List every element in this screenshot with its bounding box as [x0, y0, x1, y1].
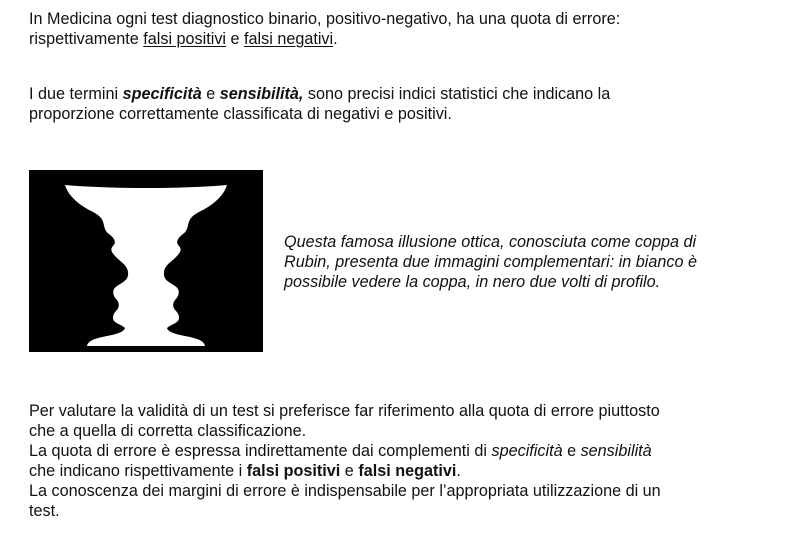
validity-line-2: che a quella di corretta classificazione. [29, 422, 307, 440]
intro-line-2-prefix: rispettivamente [29, 30, 144, 48]
validity-line-4-mid: e [340, 462, 359, 480]
terms-text-1: I due termini [29, 85, 123, 103]
validity-falsi-negativi: falsi negativi [358, 462, 457, 480]
validity-line-3-mid: e [562, 442, 581, 460]
validity-line-4-end: . [456, 462, 461, 480]
validity-sensibilita: sensibilità [580, 442, 652, 460]
validity-line-1: Per valutare la validità di un test si preferisce far riferimento alla quota di errore piuttosto [29, 402, 660, 420]
caption-line-3: possibile vedere la coppa, in nero due volti di profilo. [284, 273, 661, 291]
falsi-negativi-link: falsi negativi [244, 30, 334, 48]
intro-paragraph [29, 9, 779, 49]
validity-paragraph [29, 401, 779, 521]
falsi-positivi-link: falsi positivi [143, 30, 227, 48]
rubin-vase-image [29, 170, 263, 352]
validity-specificita: specificità [491, 442, 563, 460]
caption-line-2: Rubin, presenta due immagini complementari: in bianco è [284, 253, 698, 271]
validity-falsi-positivi: falsi positivi [246, 462, 341, 480]
intro-end: . [333, 30, 338, 48]
caption-line-1: Questa famosa illusione ottica, conosciuta come coppa di [284, 233, 697, 251]
figure-caption [284, 232, 784, 292]
validity-line-3-pre: La quota di errore è espressa indirettamente dai complementi di [29, 442, 492, 460]
validity-line-4-pre: che indicano rispettivamente i [29, 462, 247, 480]
rubin-vase-illustration [29, 170, 263, 352]
validity-line-6: test. [29, 502, 60, 520]
terms-text-2: e [201, 85, 220, 103]
intro-line-1: In Medicina ogni test diagnostico binario, positivo-negativo, ha una quota di errore: [29, 10, 621, 28]
terms-paragraph [29, 84, 779, 124]
intro-conjunction: e [226, 30, 245, 48]
validity-line-5: La conoscenza dei margini di errore è indispensabile per l’appropriata utilizzazione di un [29, 482, 661, 500]
term-specificita: specificità [122, 85, 202, 103]
terms-line-2: proporzione correttamente classificata di negativi e positivi. [29, 105, 452, 123]
terms-text-3: sono precisi indici statistici che indicano la [303, 85, 611, 103]
term-sensibilita: sensibilità, [219, 85, 304, 103]
